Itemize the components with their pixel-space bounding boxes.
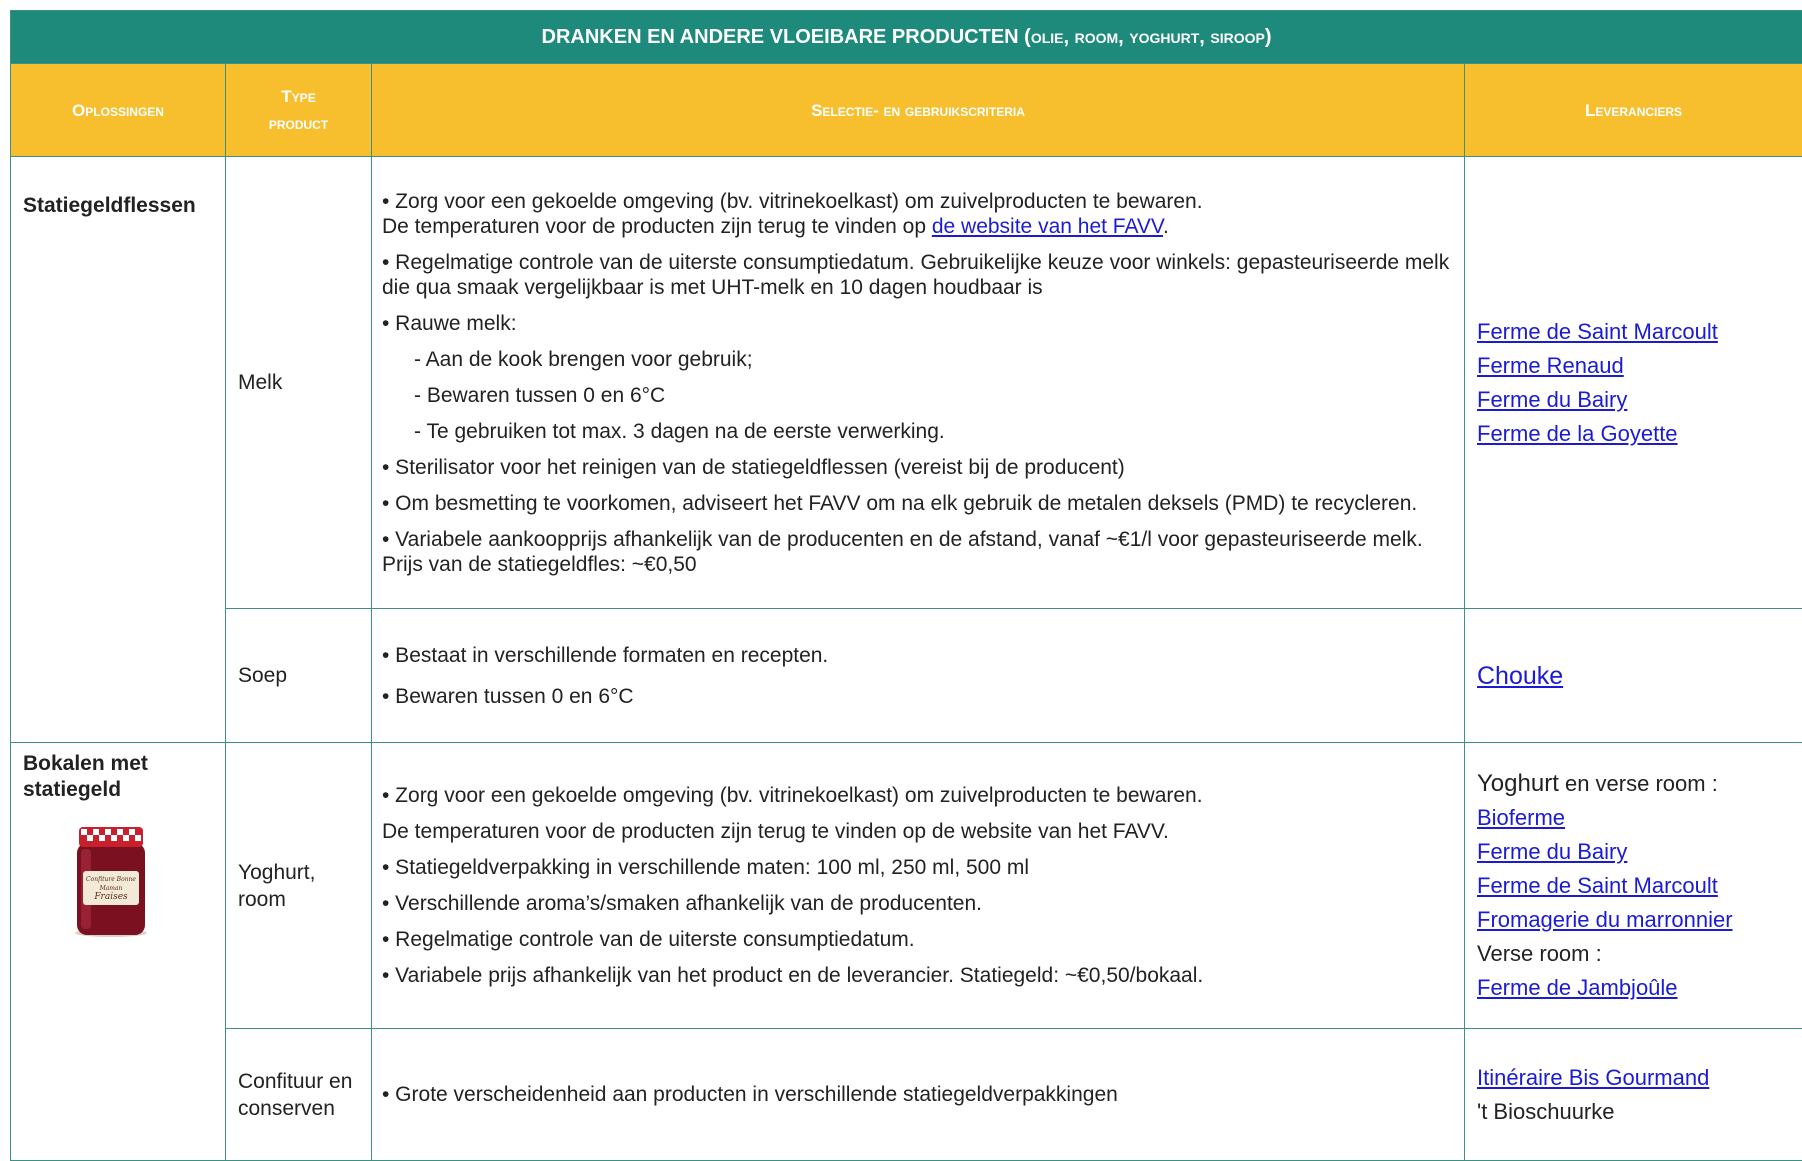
solution-cell-jars	[11, 743, 226, 1161]
suppliers-yoghurt	[1465, 743, 1802, 1029]
suppliers-jam	[1465, 1029, 1802, 1161]
supplier-heading-yoghurt-rest: en verse room :	[1559, 771, 1718, 796]
jam-jar-image	[67, 823, 155, 939]
criteria-soup	[372, 609, 1465, 743]
criteria-milk-1: • Zorg voor een gekoelde omgeving (bv. vitrinekoelkast) om zuivelproducten te bewaren.	[382, 189, 1454, 214]
criteria-yoghurt-4: • Verschillende aroma’s/smaken afhankelijk van de producenten.	[382, 891, 1454, 916]
criteria-milk-6: • Om besmetting te voorkomen, adviseert het FAVV om na elk gebruik de metalen deksels (PMD) te recycleren.	[382, 491, 1454, 516]
type-yoghurt: Yoghurt, room	[226, 743, 372, 1029]
suppliers-soup	[1465, 609, 1802, 743]
supplier-text: 't Bioschuurke	[1477, 1095, 1790, 1129]
supplier-link-chouke[interactable]: Chouke	[1477, 662, 1563, 690]
table-title	[11, 11, 1802, 64]
criteria-yoghurt-3: • Statiegeldverpakking in verschillende maten: 100 ml, 250 ml, 500 ml	[382, 855, 1454, 880]
supplier-link[interactable]: Ferme du Bairy	[1477, 839, 1627, 864]
criteria-yoghurt-5: • Regelmatige controle van de uiterste consumptiedatum.	[382, 927, 1454, 952]
table-header-row	[11, 64, 1802, 157]
criteria-yoghurt-1: • Zorg voor een gekoelde omgeving (bv. vitrinekoelkast) om zuivelproducten te bewaren.	[382, 783, 1454, 808]
criteria-yoghurt-6: • Variabele prijs afhankelijk van het product en de leverancier. Statiegeld: ~€0,50/bokaal.	[382, 963, 1454, 988]
supplier-link[interactable]: Ferme du Bairy	[1477, 387, 1627, 412]
criteria-jam: • Grote verscheidenheid aan producten in verschillende statiegeldverpakkingen	[372, 1029, 1465, 1161]
criteria-milk-4c: - Te gebruiken tot max. 3 dagen na de eerste verwerking.	[382, 419, 1454, 444]
header-solutions: Oplossingen	[11, 64, 226, 157]
solution-jars: Bokalen met statiegeld	[23, 751, 213, 803]
supplier-link[interactable]: Ferme de la Goyette	[1477, 421, 1678, 446]
jam-jar-label	[83, 875, 139, 902]
supplier-link[interactable]: Ferme Renaud	[1477, 353, 1624, 378]
supplier-link[interactable]: Ferme de Saint Marcoult	[1477, 319, 1718, 344]
products-table-container	[10, 10, 1802, 1142]
table-title-sub: (olie, room, yoghurt, siroop)	[1024, 26, 1271, 48]
table-row-yoghurt	[11, 743, 1802, 1029]
criteria-milk-2-pre: De temperaturen voor de producten zijn terug te vinden op	[382, 215, 932, 238]
solution-cell-bottles	[11, 157, 226, 743]
supplier-link[interactable]: Bioferme	[1477, 805, 1565, 830]
favv-website-link[interactable]: de website van het FAVV	[932, 215, 1163, 238]
supplier-link[interactable]: Ferme de Jambjoûle	[1477, 975, 1678, 1000]
header-suppliers: Leveranciers	[1465, 64, 1802, 157]
criteria-soup-2: • Bewaren tussen 0 en 6°C	[382, 684, 1454, 709]
supplier-link[interactable]: Itinéraire Bis Gourmand	[1477, 1065, 1709, 1090]
criteria-yoghurt-2: De temperaturen voor de producten zijn terug te vinden op de website van het FAVV.	[382, 819, 1454, 844]
supplier-link[interactable]: Ferme de Saint Marcoult	[1477, 873, 1718, 898]
type-milk: Melk	[226, 157, 372, 609]
criteria-milk-7: • Variabele aankoopprijs afhankelijk van de producenten en de afstand, vanaf ~€1/l voor gepasteuriseerde melk. Prijs van de statiegeldfles: ~€0,50	[382, 527, 1454, 577]
suppliers-milk	[1465, 157, 1802, 609]
criteria-yoghurt	[372, 743, 1465, 1029]
table-row-milk	[11, 157, 1802, 609]
criteria-milk-4: • Rauwe melk:	[382, 311, 1454, 336]
criteria-milk-4a: - Aan de kook brengen voor gebruik;	[382, 347, 1454, 372]
header-type-line2: product	[269, 114, 328, 133]
criteria-milk-3: • Regelmatige controle van de uiterste consumptiedatum. Gebruikelijke keuze voor winkels: gepasteuriseerde melk die qua smaak vergelijkbaar is met UHT-melk en 10 dagen houdbaar is	[382, 250, 1454, 300]
table-title-row	[11, 11, 1802, 64]
criteria-milk-2	[382, 214, 1454, 239]
solution-bottles: Statiegeldflessen	[23, 193, 213, 219]
table-row-jam	[11, 1029, 1802, 1161]
supplier-heading-cream: Verse room :	[1477, 937, 1790, 971]
products-table	[10, 10, 1802, 1161]
criteria-milk-2-post: .	[1163, 215, 1169, 238]
supplier-heading-yoghurt	[1477, 767, 1790, 801]
table-row-soup	[11, 609, 1802, 743]
criteria-milk-5: • Sterilisator voor het reinigen van de statiegeldflessen (vereist bij de producent)	[382, 455, 1454, 480]
supplier-link[interactable]: Fromagerie du marronnier	[1477, 907, 1733, 932]
jam-jar-label-line2: Fraises	[94, 892, 127, 902]
supplier-heading-yoghurt-strong: Yoghurt	[1477, 770, 1559, 797]
type-jam: Confituur en conserven	[226, 1029, 372, 1161]
criteria-milk-4b: - Bewaren tussen 0 en 6°C	[382, 383, 1454, 408]
jam-jar-label-line1: Confiture Bonne Maman	[86, 876, 136, 892]
header-criteria: Selectie- en gebruikscriteria	[372, 64, 1465, 157]
header-type	[226, 64, 372, 157]
criteria-soup-1: • Bestaat in verschillende formaten en recepten.	[382, 643, 1454, 668]
criteria-milk	[372, 157, 1465, 609]
type-soup: Soep	[226, 609, 372, 743]
header-type-line1: Type	[281, 87, 315, 106]
table-title-main: DRANKEN EN ANDERE VLOEIBARE PRODUCTEN	[542, 26, 1019, 48]
